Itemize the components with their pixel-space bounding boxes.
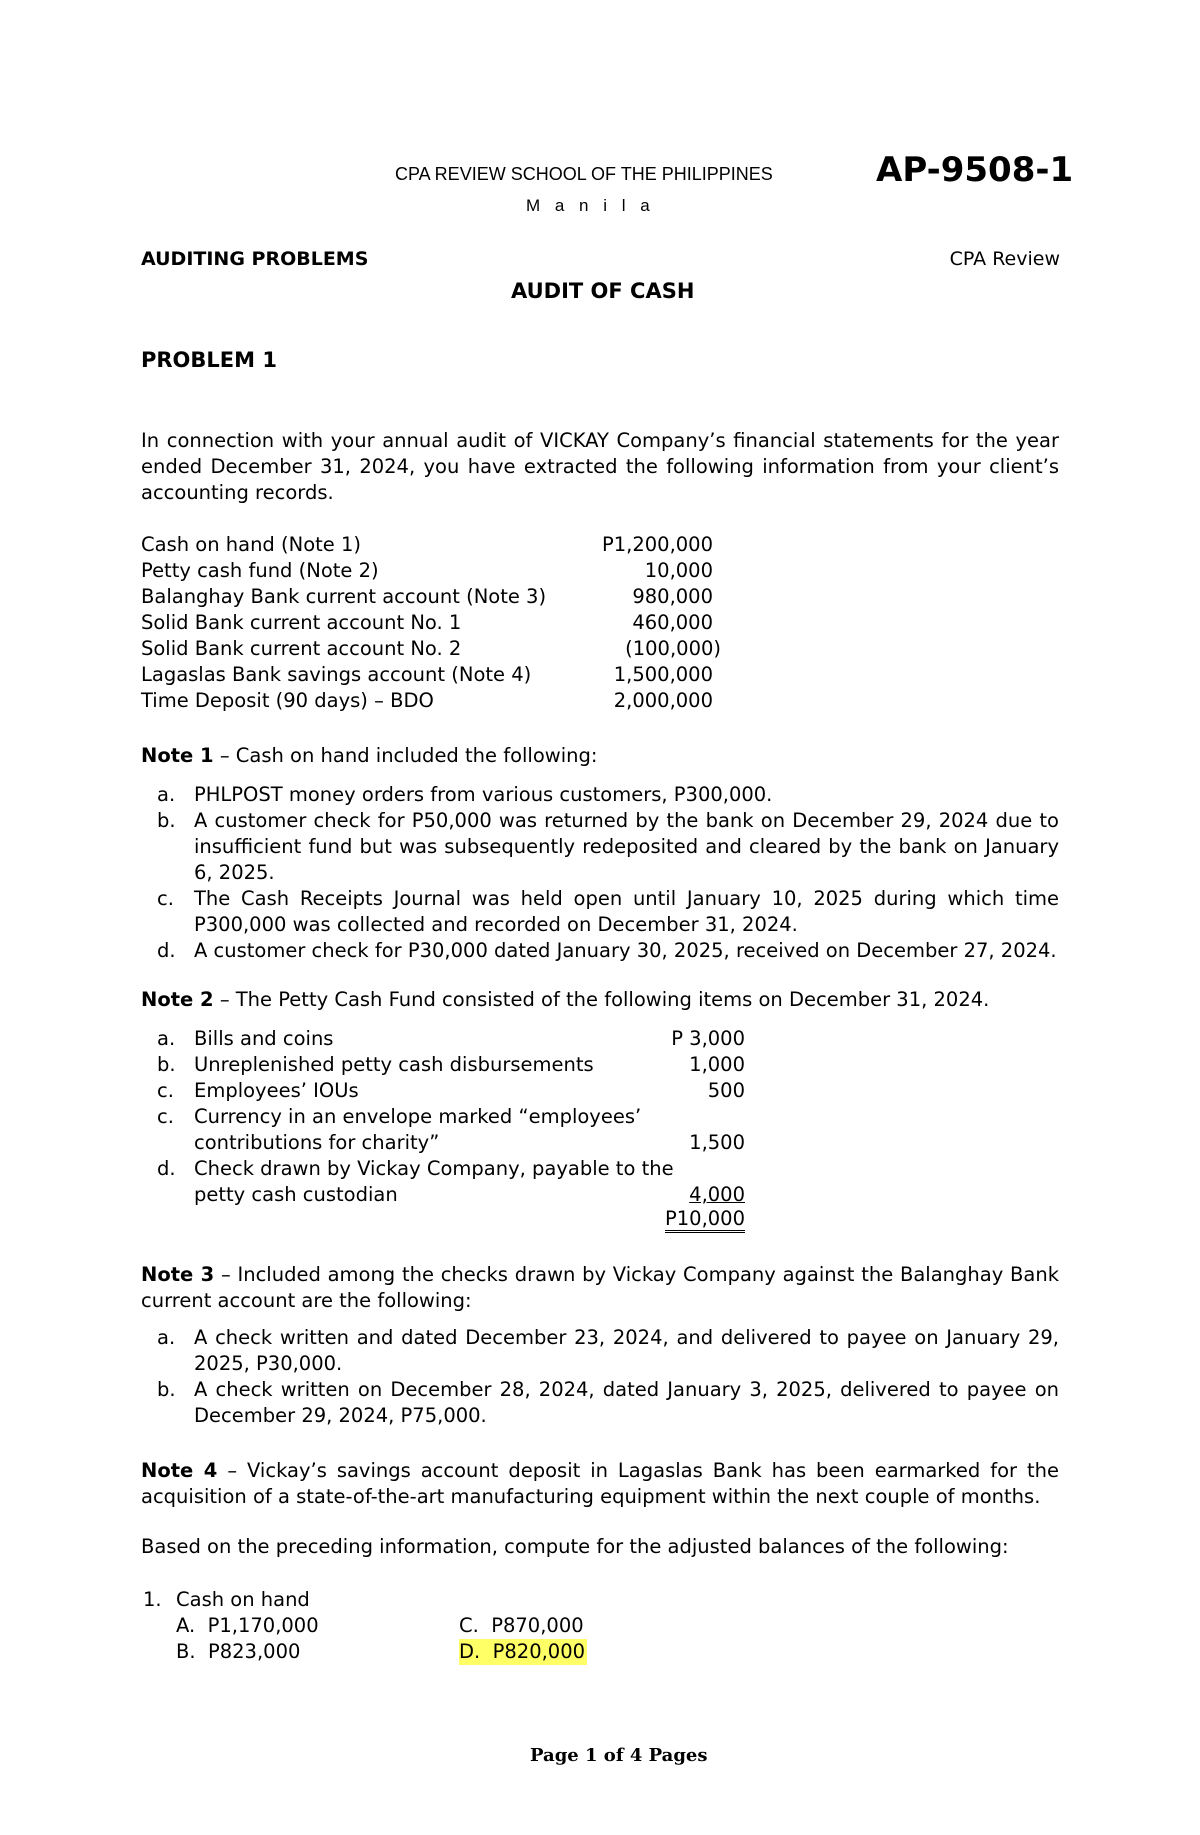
list-marker: b. — [157, 1378, 176, 1401]
note-3-text: – Included among the checks drawn by Vickay Company against the Balanghay Bank current account are the following: — [141, 1263, 1059, 1312]
list-item-text: The Cash Receipts Journal was held open until January 10, 2025 during which time P300,000 was collected and recorded on December 31, 2024. — [194, 887, 1059, 936]
note-2-text: – The Petty Cash Fund consisted of the following items on December 31, 2024. — [213, 988, 990, 1011]
list-item — [155, 1156, 745, 1208]
list-marker: d. — [157, 939, 176, 962]
list-item-text: A customer check for P50,000 was returned by the bank on December 29, 2024 due to insufficient fund but was subsequently redeposited and cleared by the bank on January 6, 2025. — [194, 809, 1059, 884]
note-1-text: – Cash on hand included the following: — [213, 744, 598, 767]
list-marker: a. — [157, 783, 176, 806]
list-item — [155, 1052, 745, 1078]
total-row — [155, 1208, 745, 1234]
ledger-label: Balanghay Bank current account (Note 3) — [141, 585, 547, 608]
list-marker: c. — [157, 1105, 174, 1128]
option-text: P823,000 — [207, 1640, 301, 1663]
list-marker: a. — [157, 1326, 176, 1349]
list-item-text: contributions for charity” — [194, 1131, 440, 1154]
list-item — [155, 808, 1059, 886]
list-marker: d. — [157, 1157, 176, 1180]
item-amount: 1,000 — [689, 1053, 745, 1076]
ledger-amount: 10,000 — [644, 559, 713, 582]
item-amount: 1,500 — [689, 1131, 745, 1154]
page-footer: Page 1 of 4 Pages — [530, 1745, 708, 1766]
school-name: CPA REVIEW SCHOOL OF THE PHILIPPINES — [395, 164, 773, 184]
list-item-text: Employees’ IOUs — [194, 1079, 359, 1102]
list-item — [155, 1377, 1059, 1429]
option-marker: B. — [176, 1640, 196, 1663]
list-item — [155, 886, 1059, 938]
list-item-text: A check written on December 28, 2024, dated January 3, 2025, delivered to payee on December 29, 2024, P75,000. — [194, 1378, 1059, 1427]
petty-cash-total: P10,000 — [665, 1208, 745, 1233]
list-item-text: A check written and dated December 23, 2024, and delivered to payee on January 29, 2025, P30,000. — [194, 1326, 1059, 1375]
note-3-label: Note 3 — [141, 1263, 215, 1286]
ledger-label: Lagaslas Bank savings account (Note 4) — [141, 663, 532, 686]
ledger-label: Solid Bank current account No. 1 — [141, 611, 462, 634]
ledger-row — [141, 559, 721, 585]
ledger-row — [141, 663, 721, 689]
note-3-heading — [141, 1262, 1059, 1314]
option-b — [176, 1639, 300, 1665]
account-balances-table — [141, 533, 721, 715]
list-item — [155, 1104, 745, 1156]
list-marker: c. — [157, 1079, 174, 1102]
list-item — [155, 1026, 745, 1052]
ledger-row — [141, 611, 721, 637]
ledger-amount: 1,500,000 — [613, 663, 713, 686]
note-1-label: Note 1 — [141, 744, 214, 767]
ledger-row — [141, 585, 721, 611]
list-item-text: A customer check for P30,000 dated January 30, 2025, received on December 27, 2024. — [194, 939, 1057, 962]
list-marker: c. — [157, 887, 174, 910]
option-text: P1,170,000 — [207, 1614, 319, 1637]
item-amount: P 3,000 — [671, 1027, 745, 1050]
option-c — [459, 1613, 584, 1639]
list-item-text: PHLPOST money orders from various customers, P300,000. — [194, 783, 773, 806]
ledger-amount: 2,000,000 — [613, 689, 713, 712]
ledger-row — [141, 533, 721, 559]
note-4-text: – Vickay’s savings account deposit in Lagaslas Bank has been earmarked for the acquisition of a state-of-the-art manufacturing equipment within the next couple of months. — [141, 1459, 1059, 1508]
option-marker: C. — [459, 1614, 479, 1637]
note-2-label: Note 2 — [141, 988, 214, 1011]
question-text: Cash on hand — [176, 1588, 310, 1611]
list-item-text: Unreplenished petty cash disbursements — [194, 1053, 594, 1076]
question-number: 1. — [143, 1588, 162, 1611]
list-item-text: Check drawn by Vickay Company, payable to the — [194, 1157, 674, 1180]
petty-cash-table — [155, 1026, 745, 1234]
ledger-amount: P1,200,000 — [601, 533, 713, 556]
school-city: M a n i l a — [526, 196, 655, 215]
note-4-label: Note 4 — [141, 1459, 218, 1482]
list-item — [155, 1078, 745, 1104]
note-1-list — [155, 782, 1059, 964]
ledger-row — [141, 637, 721, 663]
instruction-text: Based on the preceding information, compute for the adjusted balances of the following: — [141, 1535, 1009, 1558]
list-item — [155, 1325, 1059, 1377]
option-d-highlighted — [459, 1639, 587, 1665]
ledger-label: Time Deposit (90 days) – BDO — [141, 689, 434, 712]
item-amount: 500 — [707, 1079, 745, 1102]
list-marker: b. — [157, 809, 176, 832]
review-label: CPA Review — [949, 248, 1060, 270]
ledger-label: Solid Bank current account No. 2 — [141, 637, 462, 660]
list-marker: b. — [157, 1053, 176, 1076]
option-marker: A. — [176, 1614, 196, 1637]
ledger-label: Petty cash fund (Note 2) — [141, 559, 379, 582]
ledger-amount: 980,000 — [632, 585, 713, 608]
ledger-label: Cash on hand (Note 1) — [141, 533, 361, 556]
note-1-heading — [141, 744, 597, 767]
option-marker: D. — [459, 1640, 481, 1663]
option-a — [176, 1613, 319, 1639]
problem-heading: PROBLEM 1 — [141, 348, 277, 372]
list-item-text: Currency in an envelope marked “employees’ — [194, 1105, 642, 1128]
list-item — [155, 938, 1059, 964]
page-title: AUDIT OF CASH — [511, 279, 695, 303]
note-2-heading — [141, 988, 989, 1011]
document-code: AP-9508-1 — [876, 150, 1074, 190]
list-item-text: Bills and coins — [194, 1027, 334, 1050]
list-item-text: petty cash custodian — [194, 1183, 398, 1206]
subject-title: AUDITING PROBLEMS — [141, 248, 369, 270]
ledger-amount: 460,000 — [632, 611, 713, 634]
item-amount: 4,000 — [689, 1183, 745, 1206]
option-text: P870,000 — [491, 1614, 584, 1637]
list-marker: a. — [157, 1027, 176, 1050]
ledger-amount: (100,000) — [625, 637, 721, 660]
note-3-list — [155, 1325, 1059, 1429]
intro-paragraph: In connection with your annual audit of VICKAY Company’s financial statements for the year ended December 31, 2024, you have extracted the following information from your client’s accounting records. — [141, 429, 1059, 504]
ledger-row — [141, 689, 721, 715]
note-4-heading — [141, 1458, 1059, 1510]
list-item — [155, 782, 1059, 808]
option-text: P820,000 — [492, 1640, 586, 1663]
